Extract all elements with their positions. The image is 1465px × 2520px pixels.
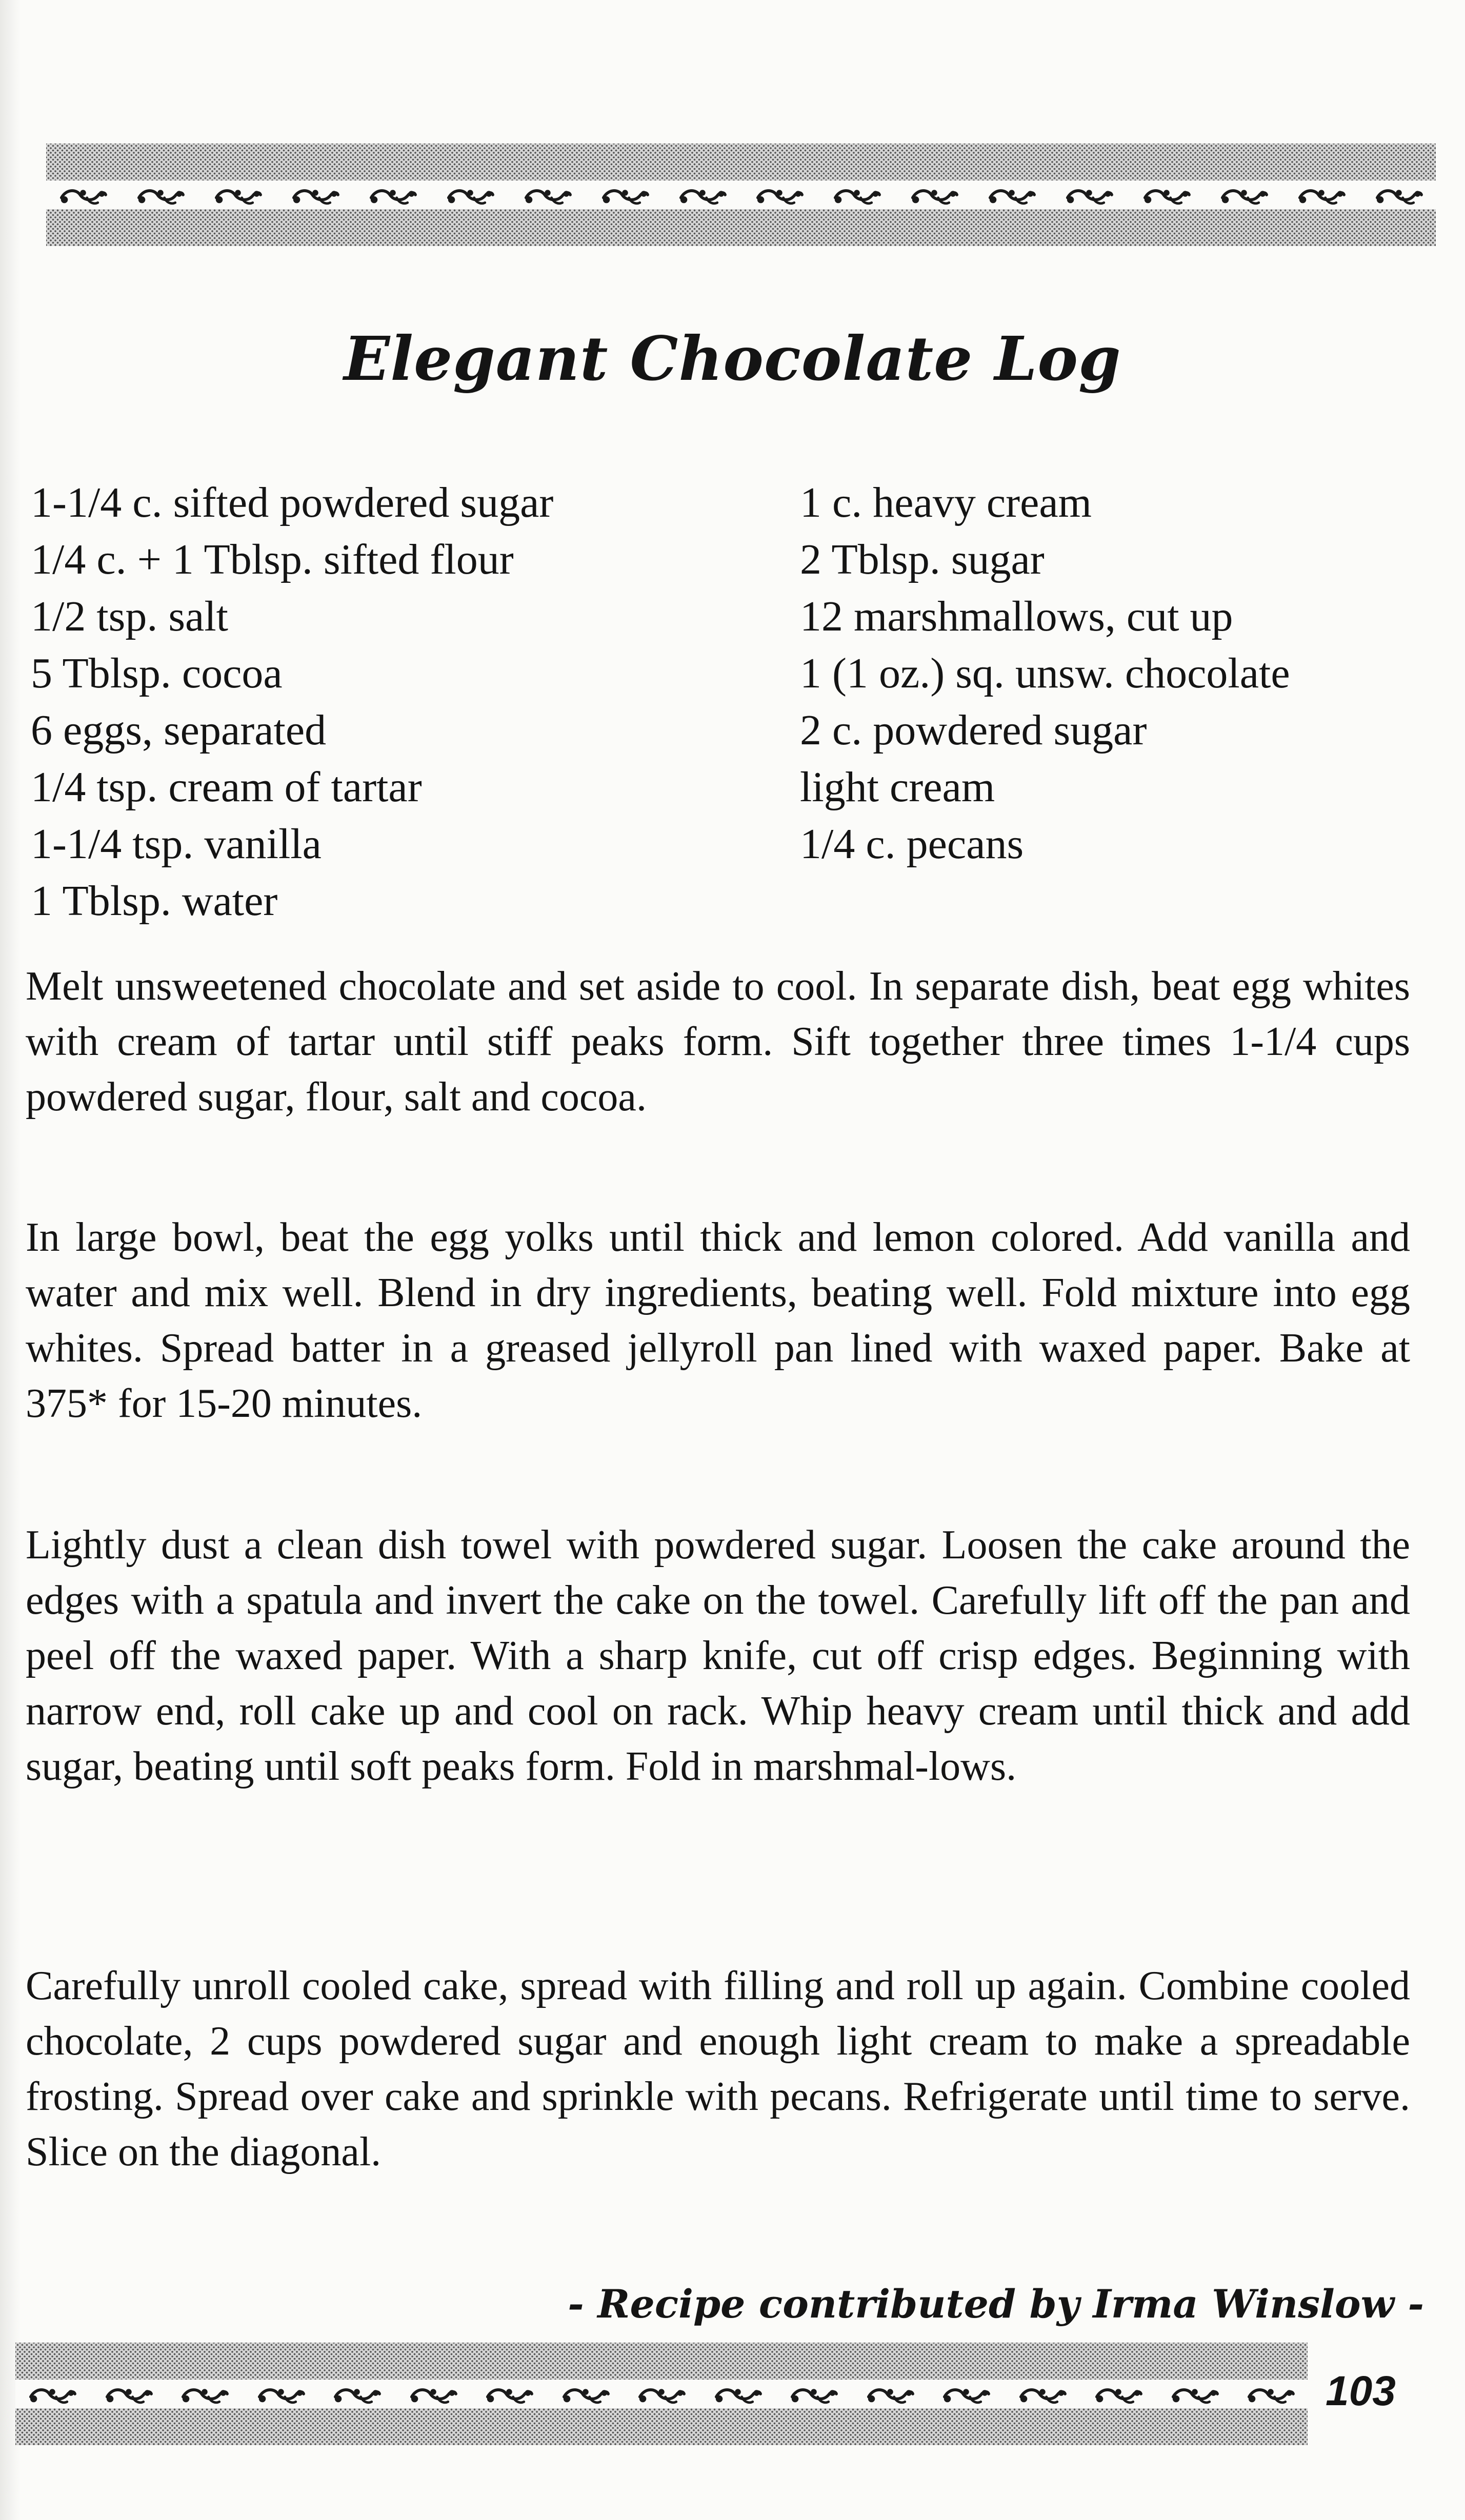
scroll-flourish-icon bbox=[1170, 2382, 1219, 2406]
ingredient-item: 6 eggs, separated bbox=[31, 706, 327, 754]
ingredient-item: 1-1/4 tsp. vanilla bbox=[31, 820, 322, 868]
scroll-flourish-icon bbox=[1018, 2382, 1067, 2406]
ornament-strip bbox=[15, 2380, 1308, 2408]
ingredient-item: 12 marshmallows, cut up bbox=[800, 593, 1233, 640]
scroll-flourish-icon bbox=[866, 2382, 915, 2406]
scroll-flourish-icon bbox=[1219, 183, 1269, 207]
scroll-flourish-icon bbox=[104, 2382, 153, 2406]
scroll-flourish-icon bbox=[1374, 183, 1423, 207]
ingredient-item: 1 Tblsp. water bbox=[31, 877, 278, 925]
scroll-flourish-icon bbox=[910, 183, 959, 207]
scroll-flourish-icon bbox=[987, 183, 1036, 207]
scroll-flourish-icon bbox=[1065, 183, 1114, 207]
scroll-flourish-icon bbox=[256, 2382, 306, 2406]
ornament-strip bbox=[46, 180, 1436, 209]
scroll-flourish-icon bbox=[446, 183, 495, 207]
direction-paragraph: Lightly dust a clean dish towel with powdered sugar. Loosen the cake around the edges with a spatula and invert the cake on the towel. Carefully lift off the pan and peel off the waxed paper. With a sharp knife, cut off crisp edges. Beginning with narrow end, roll cake up and cool on rack. Whip heavy cream until thick and add sugar, beating until soft peaks form. Fold in marshmal-lows. bbox=[26, 1522, 1410, 1789]
bottom-decorative-border bbox=[15, 2343, 1308, 2445]
scroll-flourish-icon bbox=[180, 2382, 229, 2406]
scroll-flourish-icon bbox=[368, 183, 417, 207]
scroll-flourish-icon bbox=[561, 2382, 610, 2406]
ingredient-item: 5 Tblsp. cocoa bbox=[31, 649, 283, 697]
recipe-credit: - Recipe contributed by Irma Winslow - bbox=[568, 2281, 1424, 2327]
recipe-title: Elegant Chocolate Log bbox=[344, 323, 1121, 394]
scroll-flourish-icon bbox=[637, 2382, 686, 2406]
ingredients-list-left bbox=[31, 474, 553, 929]
scroll-flourish-icon bbox=[1246, 2382, 1295, 2406]
ingredient-item: 1-1/4 c. sifted powdered sugar bbox=[31, 479, 554, 526]
ingredient-item: 1/2 tsp. salt bbox=[31, 593, 229, 640]
direction-paragraph: Melt unsweetened chocolate and set aside to cool. In separate dish, beat egg whites with cream of tartar until stiff peaks form. Sift together three times 1-1/4 cups powdered sugar, flour, salt and cocoa. bbox=[26, 964, 1410, 1120]
scroll-flourish-icon bbox=[485, 2382, 534, 2406]
scroll-flourish-icon bbox=[1297, 183, 1346, 207]
scroll-flourish-icon bbox=[213, 183, 263, 207]
direction-paragraph: Carefully unroll cooled cake, spread with filling and roll up again. Combine cooled chocolate, 2 cups powdered sugar and enough light cream to make a spreadable frosting. Spread over cake and sprinkle with pecans. Refrigerate until time to serve. Slice on the diagonal. bbox=[26, 1963, 1410, 2174]
scroll-flourish-icon bbox=[600, 183, 650, 207]
ingredient-item: 1 c. heavy cream bbox=[800, 479, 1092, 526]
page-number: 103 bbox=[1326, 2368, 1396, 2414]
scroll-flourish-icon bbox=[832, 183, 881, 207]
ingredient-item: 2 Tblsp. sugar bbox=[800, 536, 1045, 583]
ingredient-item: light cream bbox=[800, 763, 995, 811]
scroll-flourish-icon bbox=[789, 2382, 838, 2406]
ingredient-item: 1/4 tsp. cream of tartar bbox=[31, 763, 422, 811]
scroll-flourish-icon bbox=[409, 2382, 458, 2406]
scroll-flourish-icon bbox=[136, 183, 185, 207]
ingredient-item: 1/4 c. + 1 Tblsp. sifted flour bbox=[31, 536, 514, 583]
scroll-flourish-icon bbox=[332, 2382, 382, 2406]
scroll-flourish-icon bbox=[1142, 183, 1191, 207]
scroll-flourish-icon bbox=[755, 183, 804, 207]
direction-paragraph: In large bowl, beat the egg yolks until thick and lemon colored. Add vanilla and water and mix well. Blend in dry ingredients, beating well. Fold mixture into egg whites. Spread batter in a greased jellyroll pan lined with waxed paper. Bake at 375* for 15-20 minutes. bbox=[26, 1215, 1410, 1426]
scroll-flourish-icon bbox=[713, 2382, 762, 2406]
scroll-flourish-icon bbox=[58, 183, 108, 207]
ingredient-item: 2 c. powdered sugar bbox=[800, 706, 1147, 754]
scroll-flourish-icon bbox=[291, 183, 340, 207]
ingredient-item: 1/4 c. pecans bbox=[800, 820, 1024, 868]
top-decorative-border bbox=[46, 144, 1436, 246]
scroll-flourish-icon bbox=[523, 183, 572, 207]
scroll-flourish-icon bbox=[678, 183, 727, 207]
ingredients-list-right bbox=[800, 474, 1290, 872]
ingredient-item: 1 (1 oz.) sq. unsw. chocolate bbox=[800, 649, 1290, 697]
scroll-flourish-icon bbox=[941, 2382, 991, 2406]
scroll-flourish-icon bbox=[1094, 2382, 1143, 2406]
scroll-flourish-icon bbox=[28, 2382, 77, 2406]
